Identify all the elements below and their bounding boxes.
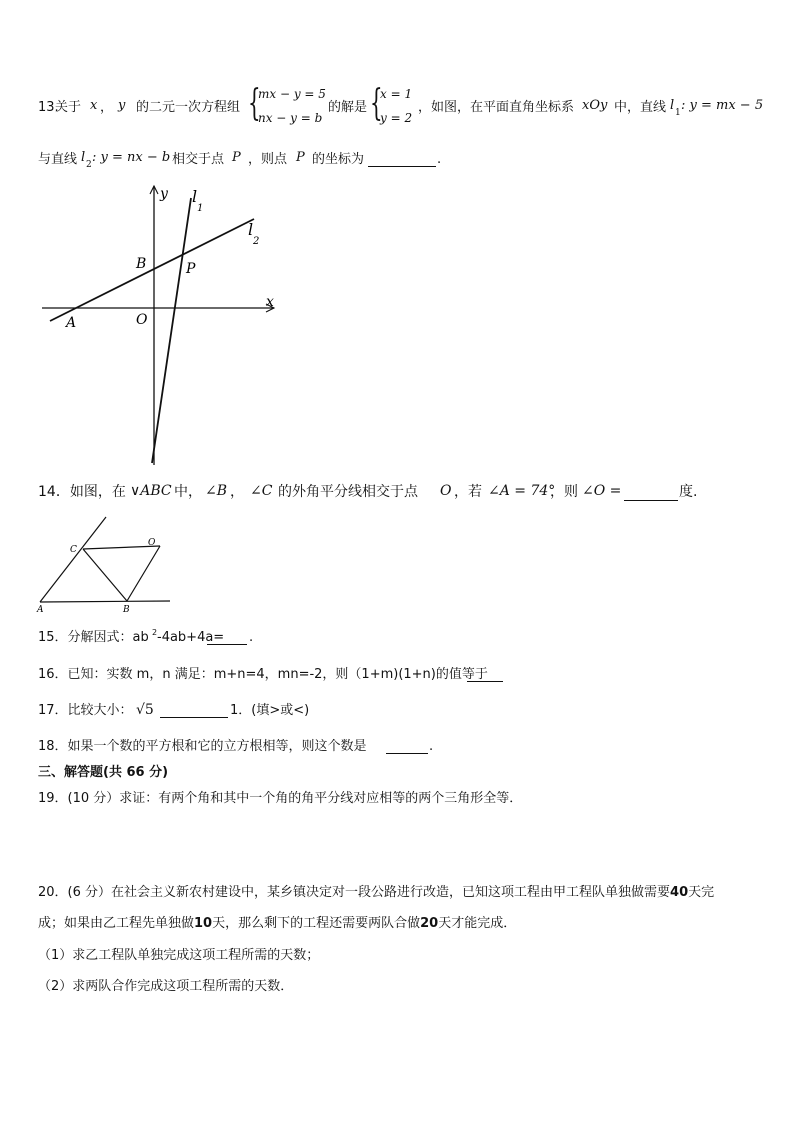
q13-equation-2: nx − y = b	[258, 111, 323, 125]
q17-text: 17．比较大小：	[38, 703, 133, 718]
q20-line-2	[38, 916, 516, 932]
q13-l2-subscript: 2	[86, 160, 92, 170]
q14-line-CB	[83, 549, 127, 601]
q13-answer-blank	[368, 166, 436, 167]
q14-text-2: 中，	[174, 484, 202, 500]
q20-days-20: 20	[420, 916, 439, 931]
q13-coordinate-figure	[30, 180, 290, 470]
q14-point-O: O	[440, 483, 452, 499]
q18-end: .	[429, 739, 434, 754]
q13-text-8: ，则点	[248, 152, 288, 167]
q13-xOy: xOy	[582, 98, 608, 113]
q13-fig-x-label: x	[266, 294, 274, 310]
q14-fig-A-label: A	[37, 605, 44, 614]
q13-text-9: 的坐标为	[312, 152, 365, 167]
q13-fig-A-label: A	[66, 315, 77, 331]
q13-fig-l2-sub: 2	[253, 236, 260, 247]
q20-line-1a: 20．(6 分）在社会主义新农村建设中，某乡镇决定对一段公路进行改造，已知这项工程由甲工程队单独做需要	[38, 885, 671, 900]
q13-fig-l2-label: l	[248, 220, 254, 239]
q13-text-3: 的解是	[328, 100, 368, 115]
q17-answer-blank	[160, 717, 228, 718]
q13-fig-l1-sub: 1	[197, 203, 204, 214]
q13-l1-subscript: 1	[675, 108, 681, 118]
q14-text-3: ，	[230, 484, 244, 500]
q13-text-6: 与直线	[38, 152, 78, 167]
q20-line-2b: 天，那么剩下的工程还需要两队合做	[212, 916, 421, 931]
q14-fig-B-label: B	[123, 605, 130, 614]
q14-triangle-figure	[34, 512, 174, 614]
q13-system-brace: {	[248, 83, 261, 124]
q14-text-1: 14．如图，在	[38, 484, 126, 500]
q13-end: .	[437, 152, 442, 167]
q14-line-AC	[40, 517, 106, 602]
q14-angle-O: ∠O =	[582, 483, 622, 499]
q13-text-2: 的二元一次方程组	[136, 100, 241, 115]
q19-text: 19．(10 分）求证：有两个角和其中一个角的角平分线对应相等的两个三角形全等．	[38, 791, 523, 806]
q14-text-5: ，若	[454, 484, 482, 500]
q20-subquestion-1: （1）求乙工程队单独完成这项工程所需的天数；	[38, 948, 320, 963]
q13-comma: ，	[100, 100, 114, 115]
q14-triangle: ∨ABC	[130, 483, 172, 499]
q15-superscript: 2	[152, 628, 158, 637]
q13-l1-equation: : y = mx − 5	[681, 98, 764, 113]
q14-angle-B: ∠B	[205, 483, 228, 499]
q13-solution-2: y = 2	[380, 111, 413, 125]
q13-point-P: P	[232, 150, 241, 165]
q14-fig-O-label: O	[148, 538, 156, 548]
q13-text-7: 相交于点	[172, 152, 225, 167]
q15-end: .	[249, 630, 254, 645]
q13-fig-P-label: P	[186, 261, 196, 277]
q18-answer-blank	[386, 753, 428, 754]
q13-var-y: y	[118, 98, 126, 113]
q20-days-40: 40	[670, 885, 689, 900]
q13-text-1: 关于	[55, 100, 82, 115]
q20-line-2a: 成；如果由乙工程先单独做	[38, 916, 195, 931]
q14-text-7: 度.	[679, 484, 698, 500]
q20-days-10: 10	[194, 916, 213, 931]
q13-l2-equation: : y = nx − b	[92, 150, 171, 165]
q15-text: 15．分解因式：ab	[38, 630, 149, 645]
q15-answer-blank	[207, 644, 247, 645]
q13-line-l1	[152, 198, 191, 463]
q20-line-2c: 天才能完成．	[438, 916, 517, 931]
q13-line-l2	[50, 219, 254, 321]
q18-text: 18．如果一个数的平方根和它的立方根相等，则这个数是	[38, 739, 367, 754]
q13-l1-label: l	[670, 98, 675, 113]
q13-fig-B-label: B	[136, 256, 147, 272]
q13-solution-brace: {	[370, 83, 383, 124]
q13-fig-y-label: y	[160, 186, 168, 202]
q17-text-2: 1．(填>或<)	[230, 703, 310, 718]
q14-answer-blank	[624, 500, 678, 501]
q14-line-BO	[127, 546, 160, 601]
q13-fig-l1-label: l	[192, 187, 198, 206]
q13-solution-1: x = 1	[380, 87, 413, 101]
q13-l2-label: l	[81, 150, 86, 165]
q13-number: 13.	[38, 100, 59, 115]
q13-point-P-2: P	[296, 150, 305, 165]
section-3-title: 三、解答题(共 66 分)	[38, 765, 169, 780]
q13-equation-1: mx − y = 5	[258, 87, 326, 101]
q14-text-6: ，则	[550, 484, 578, 500]
q14-line-AB	[40, 601, 170, 602]
q13-fig-O-label: O	[136, 312, 148, 328]
q13-var-x: x	[90, 98, 98, 113]
q16-text: 16．已知：实数 m，n 满足：m+n=4，mn=-2，则（1+m)(1+n)的值等于	[38, 667, 488, 682]
q15-text-2: -4ab+4a=	[157, 630, 225, 645]
q16-answer-blank	[467, 681, 503, 682]
q20-subquestion-2: （2）求两队合作完成这项工程所需的天数．	[38, 979, 294, 994]
q17-sqrt-5: √5	[136, 702, 154, 718]
q14-fig-C-label: C	[70, 545, 77, 555]
q13-text-5: 中，直线	[614, 100, 667, 115]
q13-text-4: ，如图，在平面直角坐标系	[418, 100, 575, 115]
q14-text-4: 的外角平分线相交于点	[278, 484, 418, 500]
q20-line-1	[38, 885, 714, 901]
q14-angle-A: ∠A = 74°	[488, 483, 556, 499]
q14-angle-C: ∠C	[250, 483, 273, 499]
q20-line-1b: 天完	[688, 885, 715, 900]
